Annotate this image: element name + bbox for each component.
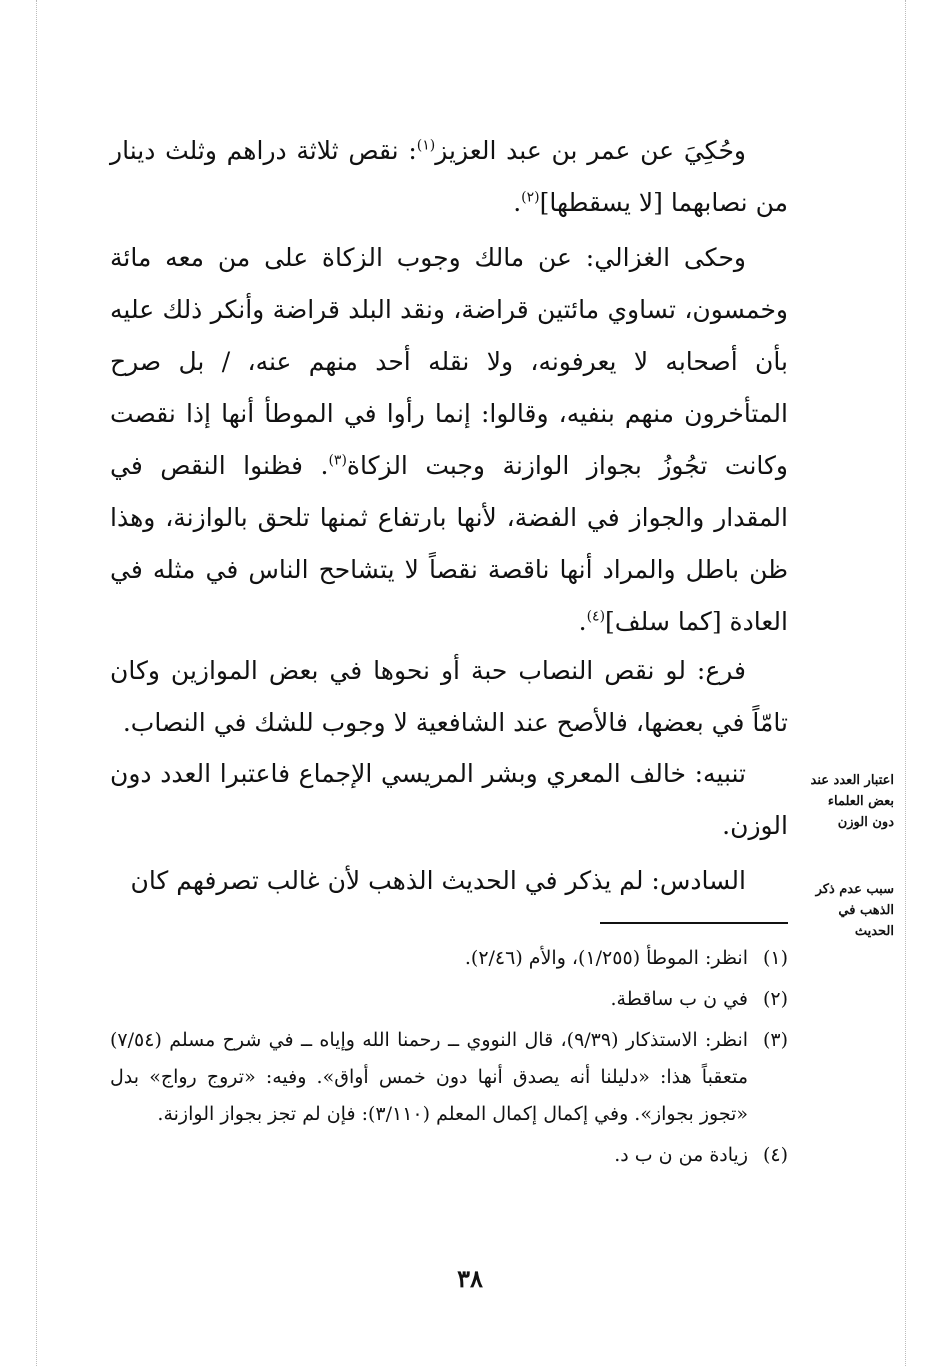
paragraph-5-text: السادس: لم يذكر في الحديث الذهب لأن غالب تصرفهم كان — [130, 866, 746, 895]
paragraph-3-text: فرع: لو نقص النصاب حبة أو نحوها في بعض الموازين وكان تامّاً في بعضها، فالأصح عند الشافعية لا وجوب للشك في النصاب. — [110, 656, 788, 737]
footnote-3 — [110, 1022, 788, 1133]
footnote-ref-2[interactable]: (٢) — [521, 189, 540, 206]
footnote-2 — [110, 981, 788, 1018]
paragraph-2-text-c: . — [578, 607, 587, 636]
margin-note-1: اعتبار العدد عند بعض العلماء دون الوزن — [810, 773, 894, 830]
paragraph-1-text-a: وحُكِيَ عن عمر بن عبد العزيز — [435, 136, 746, 165]
paragraph-2 — [110, 232, 788, 648]
paragraph-1-text-c: . — [513, 188, 522, 217]
footnote-number: (٢) — [762, 988, 788, 1010]
paragraph-1-text-b: : نقص ثلاثة دراهم وثلث دينار من نصابهما [لا يسقطها] — [110, 136, 788, 217]
footnote-ref-1[interactable]: (١) — [416, 137, 436, 154]
paragraph-5 — [110, 855, 788, 907]
footnote-ref-3[interactable]: (٣) — [328, 452, 347, 469]
footnote-text: في ن ب ساقطة. — [610, 988, 748, 1010]
footnote-number: (٤) — [762, 1144, 788, 1166]
footnotes — [110, 940, 788, 1178]
paragraph-4 — [110, 748, 788, 852]
footnote-1 — [110, 940, 788, 977]
footnote-text: انظر: الاستذكار (٩/٣٩)، قال النووي ــ رحمنا الله وإياه ــ في شرح مسلم (٧/٥٤) متعقباً هذا: «دليلنا أنه يصدق أنها دون خمس أواق». وفيه: «تروج رواج» بدل «تجوز بجواز». وفي إكمال إكمال المعلم (٣/١١٠): فإن لم تجز بجواز الوازنة. — [110, 1029, 749, 1125]
paragraph-2-text-b: . فظنوا النقص في المقدار والجواز في الفضة، لأنها بارتفاع ثمنها تلحق بالوازنة، وهذا ظن باطل والمراد أنها ناقصة نقصاً لا يتشاحح الناس في مثله في العادة [كما سلف] — [110, 451, 788, 636]
footnote-number: (١) — [762, 947, 788, 969]
scan-dotted-line — [36, 0, 37, 1366]
footnote-4 — [110, 1137, 788, 1174]
footnote-text: انظر: الموطأ (١/٢٥٥)، والأم (٢/٤٦). — [464, 947, 748, 969]
margin-note-2: سبب عدم ذكر الذهب في الحديث — [815, 882, 894, 939]
footnote-ref-4[interactable]: (٤) — [586, 608, 606, 625]
paragraph-4-text: تنبيه: خالف المعري وبشر المريسي الإجماع فاعتبرا العدد دون الوزن. — [110, 759, 788, 840]
paragraph-2-text-a: وحكى الغزالي: عن مالك وجوب الزكاة على من معه مائة وخمسون، تساوي مائتين قراضة، ونقد البلد قراضة وأنكر ذلك عليه بأن أصحابه لا يعرفونه، ولا نقله أحد منهم عنه، / بل صرح المتأخرون منهم بنفيه، وقالوا: إنما رأوا في الموطأ أنها إذا نقصت وكانت تجُوزُ بجواز الوازنة وجبت الزكاة — [110, 243, 788, 480]
footnote-text: زيادة من ن ب د. — [614, 1144, 748, 1166]
paragraph-3 — [110, 645, 788, 749]
footnote-separator — [600, 922, 788, 924]
paragraph-1 — [110, 125, 788, 229]
footnote-number: (٣) — [762, 1029, 788, 1051]
scan-dotted-line — [905, 0, 906, 1366]
page-number: ٣٨ — [457, 1264, 483, 1293]
